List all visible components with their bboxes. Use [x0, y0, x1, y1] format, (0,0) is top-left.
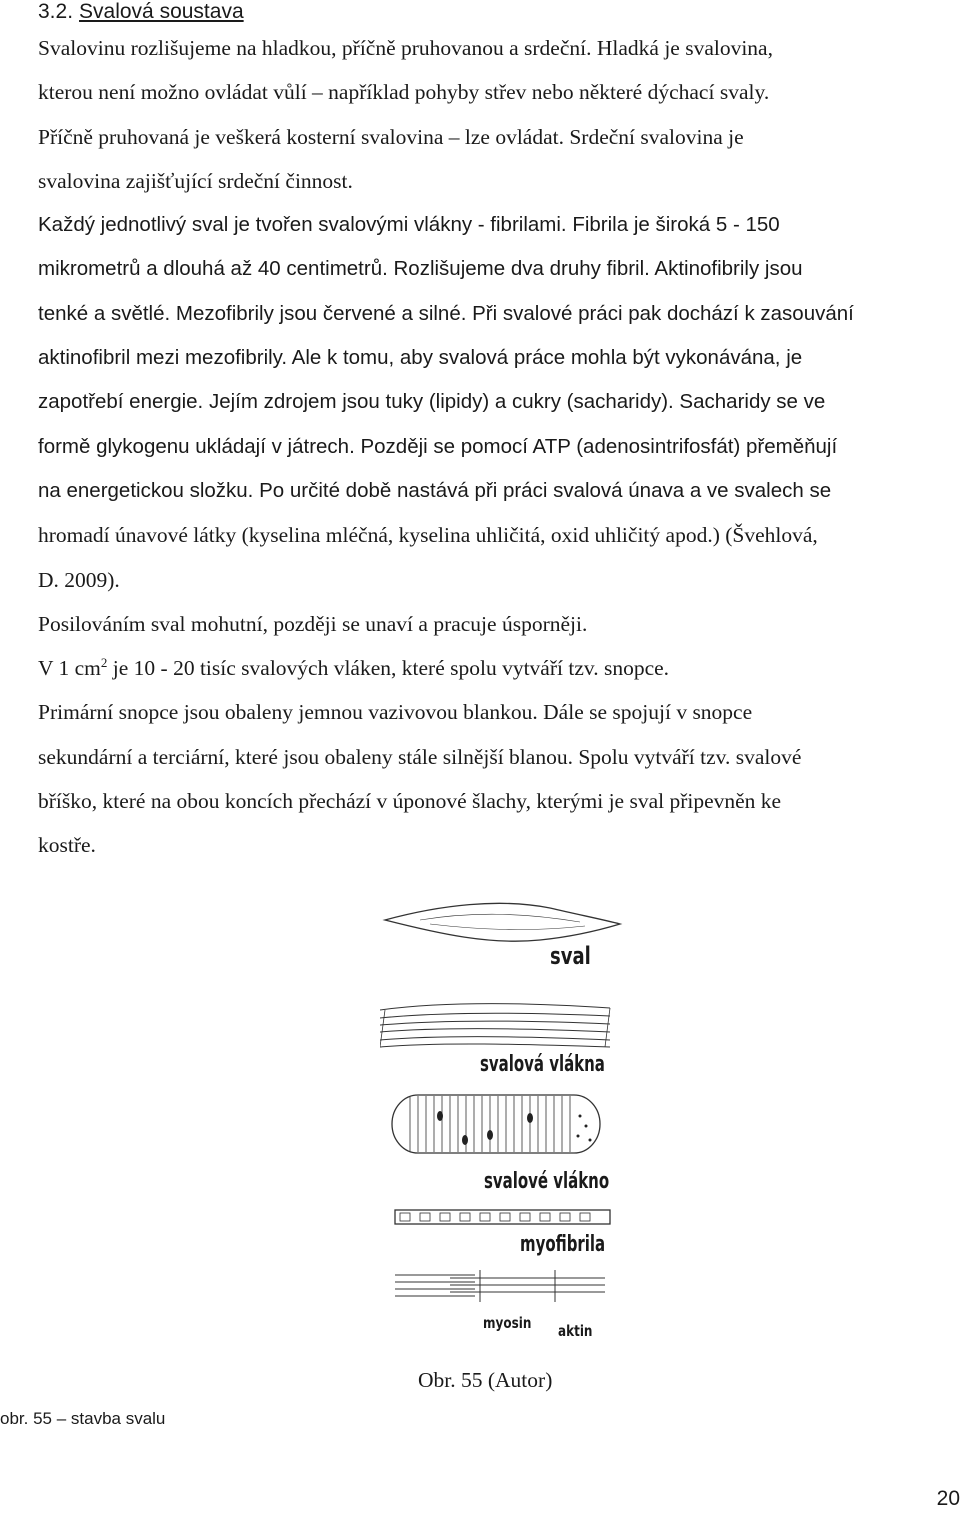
text-line: hromadí únavové látky (kyselina mléčná, kyselina uhličitá, oxid uhličitý apod.) (Švehlová,	[38, 523, 818, 548]
label-svalove-vlakno: svalové vlákno	[484, 1169, 610, 1194]
page-number: 20	[936, 1487, 960, 1510]
filaments	[395, 1270, 605, 1302]
muscle-outline	[385, 903, 620, 941]
muscle-drawing	[380, 890, 630, 1350]
label-myofibrila: myofibrila	[520, 1232, 606, 1257]
fiber-bundle	[380, 1004, 610, 1047]
text-line: Svalovinu rozlišujeme na hladkou, příčně pruhovanou a srdeční. Hladká je svalovina,	[38, 36, 773, 60]
cm-superscript: 2	[100, 655, 108, 670]
muscle-structure-figure	[380, 890, 630, 1350]
label-svalova-vlakna: svalová vlákna	[480, 1052, 605, 1077]
figure-note: obr. 55 – stavba svalu	[0, 1409, 166, 1428]
body-text	[38, 26, 960, 868]
text-line: aktinofibril mezi mezofibrily. Ale k tomu, aby svalová práce mohla být vykonávána, je	[38, 346, 803, 370]
label-sval: sval	[550, 942, 591, 970]
text-line: kostře.	[38, 833, 96, 858]
cm-text-after: je 10 - 20 tisíc svalových vláken, které spolu vytváří tzv. snopce.	[107, 656, 670, 681]
section-title: Svalová soustava	[79, 0, 244, 23]
text-line: Každý jednotlivý sval je tvořen svalovými vlákny - fibrilami. Fibrila je široká 5 - 150	[38, 213, 780, 237]
text-line: svalovina zajišťující srdeční činnost.	[38, 168, 353, 193]
text-line: bříško, které na obou koncích přechází v úponové šlachy, kterými je sval připevněn ke	[38, 789, 782, 814]
figure-caption: Obr. 55 (Autor)	[418, 1368, 553, 1392]
section-heading	[38, 0, 244, 26]
cm-text-before: V 1 cm	[38, 656, 101, 681]
text-line: Příčně pruhovaná je veškerá kosterní svalovina – lze ovládat. Srdeční svalovina je	[38, 124, 744, 149]
text-line: kterou není možno ovládat vůlí – například pohyby střev nebo některé dýchací svaly.	[38, 80, 770, 105]
section-number: 3.2.	[38, 0, 74, 23]
text-line: formě glykogenu ukládají v játrech. Později se pomocí ATP (adenosintrifosfát) přeměňují	[38, 434, 838, 458]
text-line: na energetickou složku. Po určité době nastává při práci svalová únava a ve svalech se	[38, 478, 832, 502]
single-fiber	[392, 1095, 600, 1153]
text-line: D. 2009).	[38, 567, 120, 592]
label-myosin: myosin	[483, 1314, 532, 1332]
text-line: Posilováním sval mohutní, později se unaví a pracuje úsporněji.	[38, 611, 588, 636]
myofibril	[395, 1210, 610, 1224]
text-line: sekundární a terciární, které jsou obaleny stále silnější blanou. Spolu vytváří tzv. svalové	[38, 744, 802, 769]
text-line: tenké a světlé. Mezofibrily jsou červené a silné. Při svalové práci pak dochází k zasouvání	[38, 301, 854, 325]
text-line: zapotřebí energie. Jejím zdrojem jsou tuky (lipidy) a cukry (sacharidy). Sacharidy se ve	[38, 390, 826, 414]
text-line: mikrometrů a dlouhá až 40 centimetrů. Rozlišujeme dva druhy fibril. Aktinofibrily jsou	[38, 257, 803, 281]
text-line: Primární snopce jsou obaleny jemnou vazivovou blankou. Dále se spojují v snopce	[38, 700, 753, 725]
text-line-cm	[38, 646, 960, 690]
label-aktin: aktin	[558, 1322, 593, 1340]
